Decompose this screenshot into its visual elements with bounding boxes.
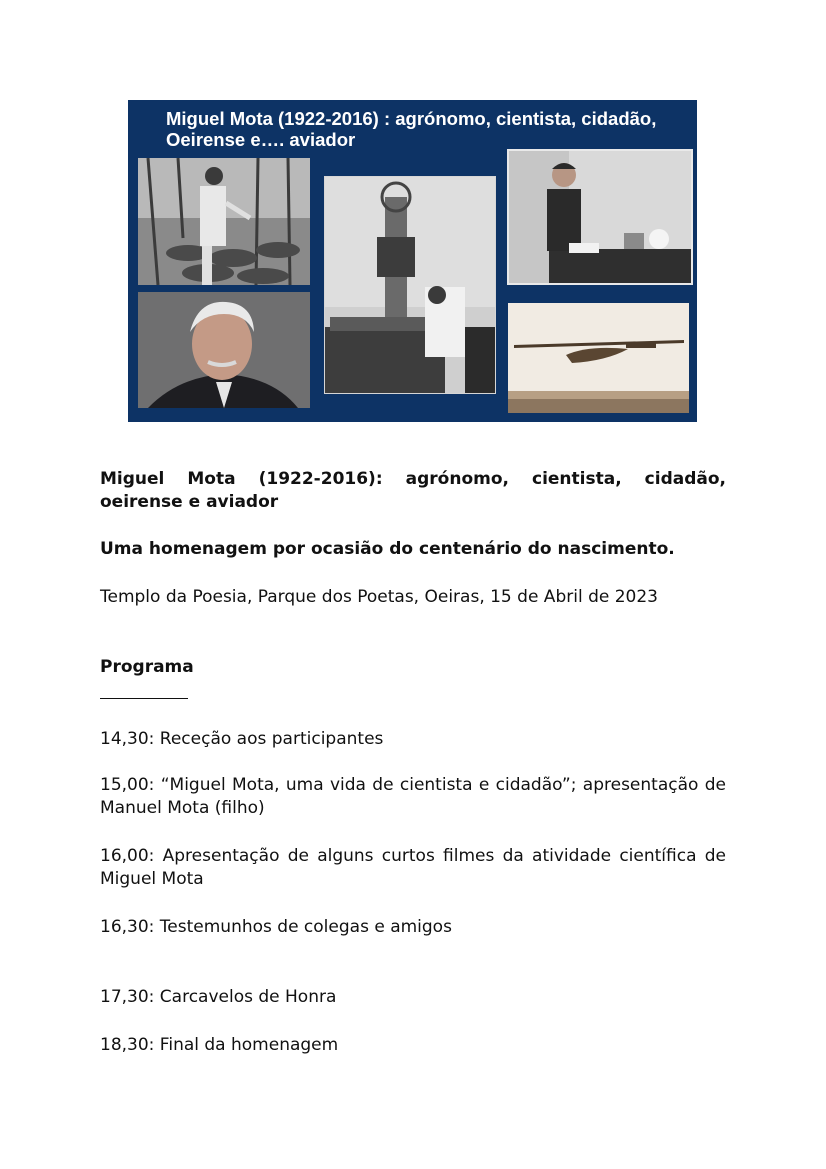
program-heading-rule [100, 698, 188, 699]
program-item: 18,30: Final da homenagem [100, 1035, 339, 1055]
program-heading: Programa [100, 657, 194, 677]
document-title: Miguel Mota (1922-2016): agrónomo, cientista, cidadão, oeirense e aviador [100, 469, 726, 512]
banner-title-line-1: Miguel Mota (1922-2016) : agrónomo, cientista, cidadão, [166, 108, 657, 129]
program-item: 14,30: Receção aos participantes [100, 729, 384, 749]
program-item: 17,30: Carcavelos de Honra [100, 987, 337, 1007]
banner-title-line-2: Oeirense e…. aviador [166, 129, 356, 150]
venue-date: Templo da Poesia, Parque dos Poetas, Oeiras, 15 de Abril de 2023 [100, 587, 658, 607]
photo-collage-banner [128, 100, 697, 422]
program-item: 16,00: Apresentação de alguns curtos filmes da atividade científica de Miguel Mota [100, 846, 726, 889]
glider-photo [508, 303, 689, 413]
microscope-lab-photo [324, 176, 496, 394]
greenhouse-lab-photo [138, 158, 310, 285]
office-desk-photo [507, 149, 693, 285]
document-subtitle: Uma homenagem por ocasião do centenário do nascimento. [100, 539, 675, 559]
program-item: 16,30: Testemunhos de colegas e amigos [100, 917, 452, 937]
banner-title [166, 108, 686, 150]
elderly-portrait-photo [138, 292, 310, 408]
program-item: 15,00: “Miguel Mota, uma vida de cientista e cidadão”; apresentação de Manuel Mota (filho) [100, 775, 726, 818]
